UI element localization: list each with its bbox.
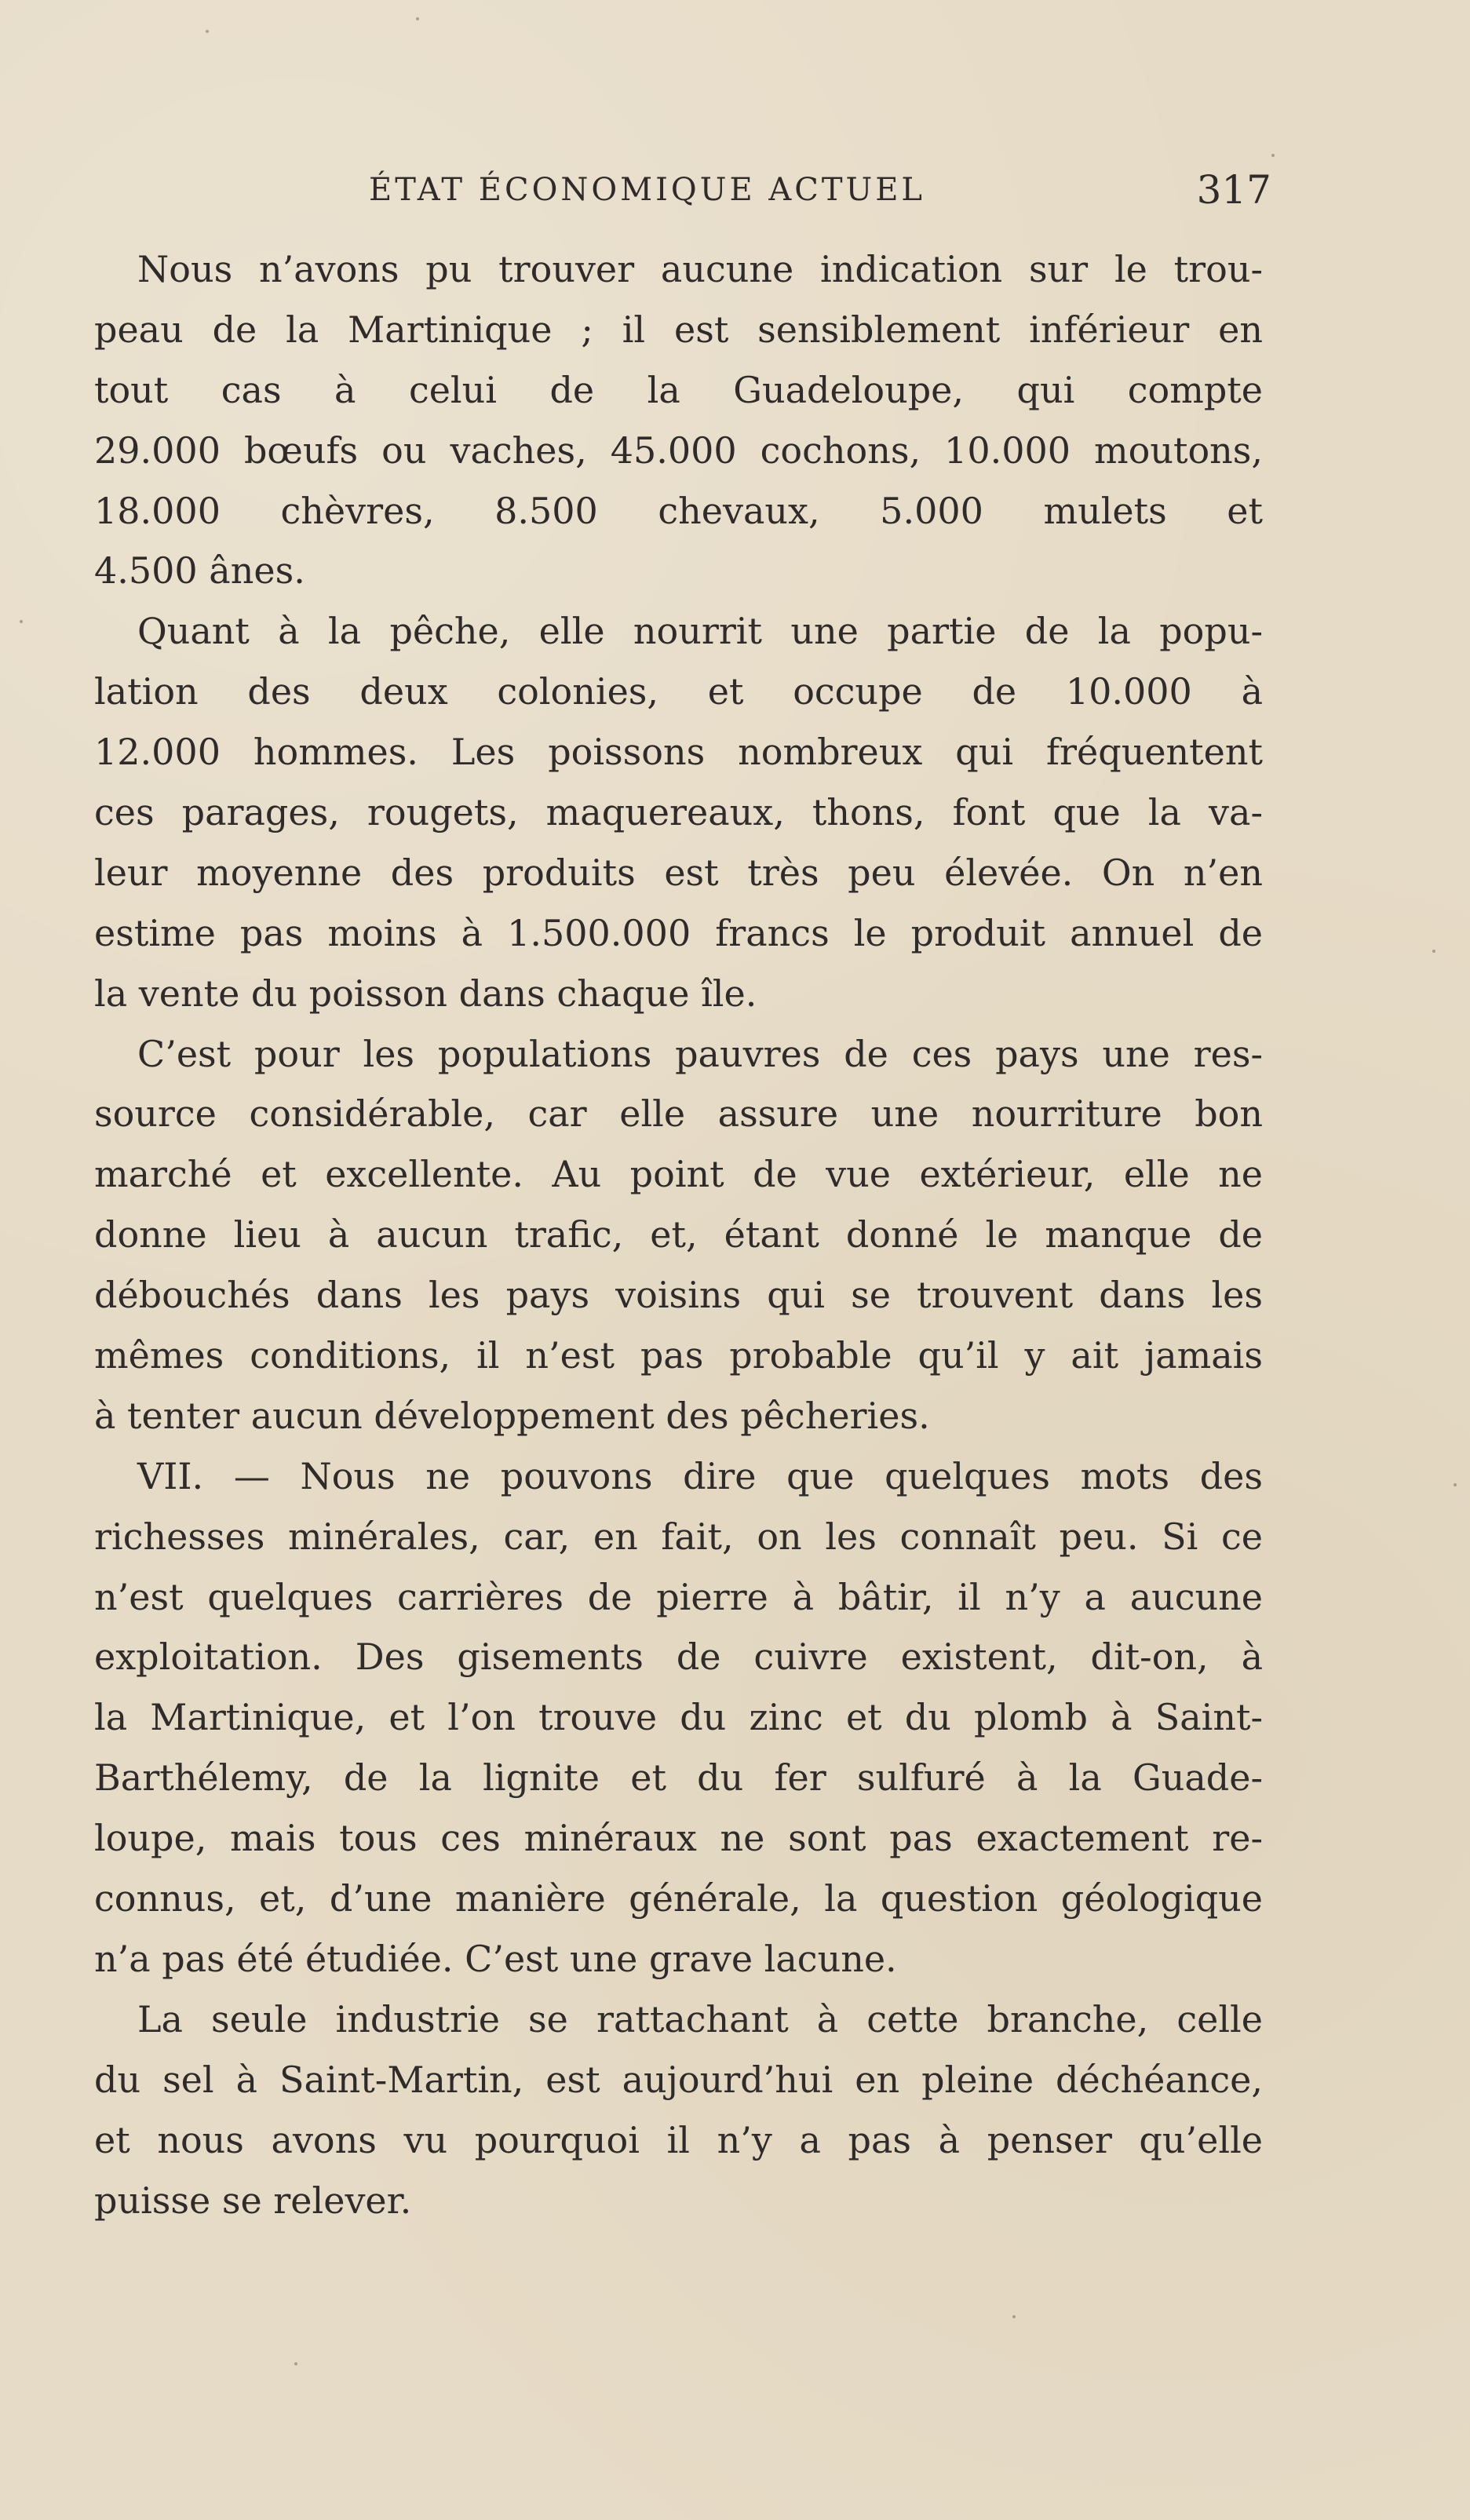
paper-speck [1012, 2315, 1016, 2318]
text-line: 29.000 bœufs ou vaches, 45.000 cochons, 10.000 moutons, [94, 429, 1263, 472]
text-line: n’a pas été étudiée. C’est une grave lacune. [94, 1937, 897, 1980]
text-line: 4.500 ânes. [94, 549, 305, 593]
page-header [369, 166, 1271, 213]
text-line: Barthélemy, de la lignite et du fer sulfuré à la Guade- [94, 1756, 1263, 1800]
paper-speck [206, 30, 209, 33]
text-line: débouchés dans les pays voisins qui se trouvent dans les [94, 1274, 1263, 1317]
paper-speck [1432, 950, 1435, 953]
paper-speck [416, 17, 419, 20]
page-number: 317 [1196, 167, 1271, 213]
text-line: donne lieu à aucun trafic, et, étant donné le manque de [94, 1213, 1263, 1256]
running-title: ÉTAT ÉCONOMIQUE ACTUEL [369, 172, 925, 208]
paper-speck [20, 620, 23, 623]
text-line: la vente du poisson dans chaque île. [94, 972, 757, 1015]
text-line: mêmes conditions, il n’est pas probable qu’il y ait jamais [94, 1334, 1263, 1377]
body-text [94, 239, 1263, 2230]
text-line: Nous n’avons pu trouver aucune indication sur le trou- [137, 248, 1263, 290]
text-line: à tenter aucun développement des pêcheries. [94, 1394, 930, 1437]
text-line: source considérable, car elle assure une nourriture bon [94, 1092, 1263, 1136]
text-line: VII. — Nous ne pouvons dire que quelques mots des [137, 1454, 1263, 1497]
text-line: n’est quelques carrières de pierre à bâtir, il n’y a aucune [94, 1575, 1263, 1618]
text-line: loupe, mais tous ces minéraux ne sont pas exactement re- [94, 1817, 1263, 1860]
text-line: du sel à Saint-Martin, est aujourd’hui en pleine déchéance, [94, 2058, 1263, 2101]
paper-speck [1271, 154, 1275, 157]
text-line: marché et excellente. Au point de vue extérieur, elle ne [94, 1153, 1263, 1196]
paper-speck [1454, 1483, 1457, 1486]
text-line: Quant à la pêche, elle nourrit une partie de la popu- [137, 610, 1263, 653]
text-line: connus, et, d’une manière générale, la question géologique [94, 1877, 1263, 1920]
text-line: et nous avons vu pourquoi il n’y a pas à penser qu’elle [94, 2118, 1263, 2161]
text-line: 18.000 chèvres, 8.500 chevaux, 5.000 mulets et [94, 489, 1263, 532]
text-line: ces parages, rougets, maquereaux, thons, font que la va- [94, 791, 1263, 834]
text-line: tout cas à celui de la Guadeloupe, qui compte [94, 368, 1263, 411]
text-line: lation des deux colonies, et occupe de 10.000 à [94, 670, 1263, 713]
text-line: la Martinique, et l’on trouve du zinc et du plomb à Saint- [94, 1696, 1263, 1739]
text-line: richesses minérales, car, en fait, on les connaît peu. Si ce [94, 1515, 1263, 1558]
text-line: peau de la Martinique ; il est sensiblement inférieur en [94, 308, 1263, 351]
text-line: estime pas moins à 1.500.000 francs le produit annuel de [94, 911, 1263, 954]
text-line: exploitation. Des gisements de cuivre existent, dit-on, à [94, 1636, 1263, 1679]
text-line: leur moyenne des produits est très peu élevée. On n’en [94, 851, 1263, 894]
text-line: 12.000 hommes. Les poissons nombreux qui fréquentent [94, 731, 1263, 774]
paper-speck [294, 2362, 297, 2365]
text-line: C’est pour les populations pauvres de ces pays une res- [137, 1032, 1263, 1075]
text-line: puisse se relever. [94, 2179, 412, 2222]
text-line: La seule industrie se rattachant à cette branche, celle [137, 1997, 1263, 2040]
